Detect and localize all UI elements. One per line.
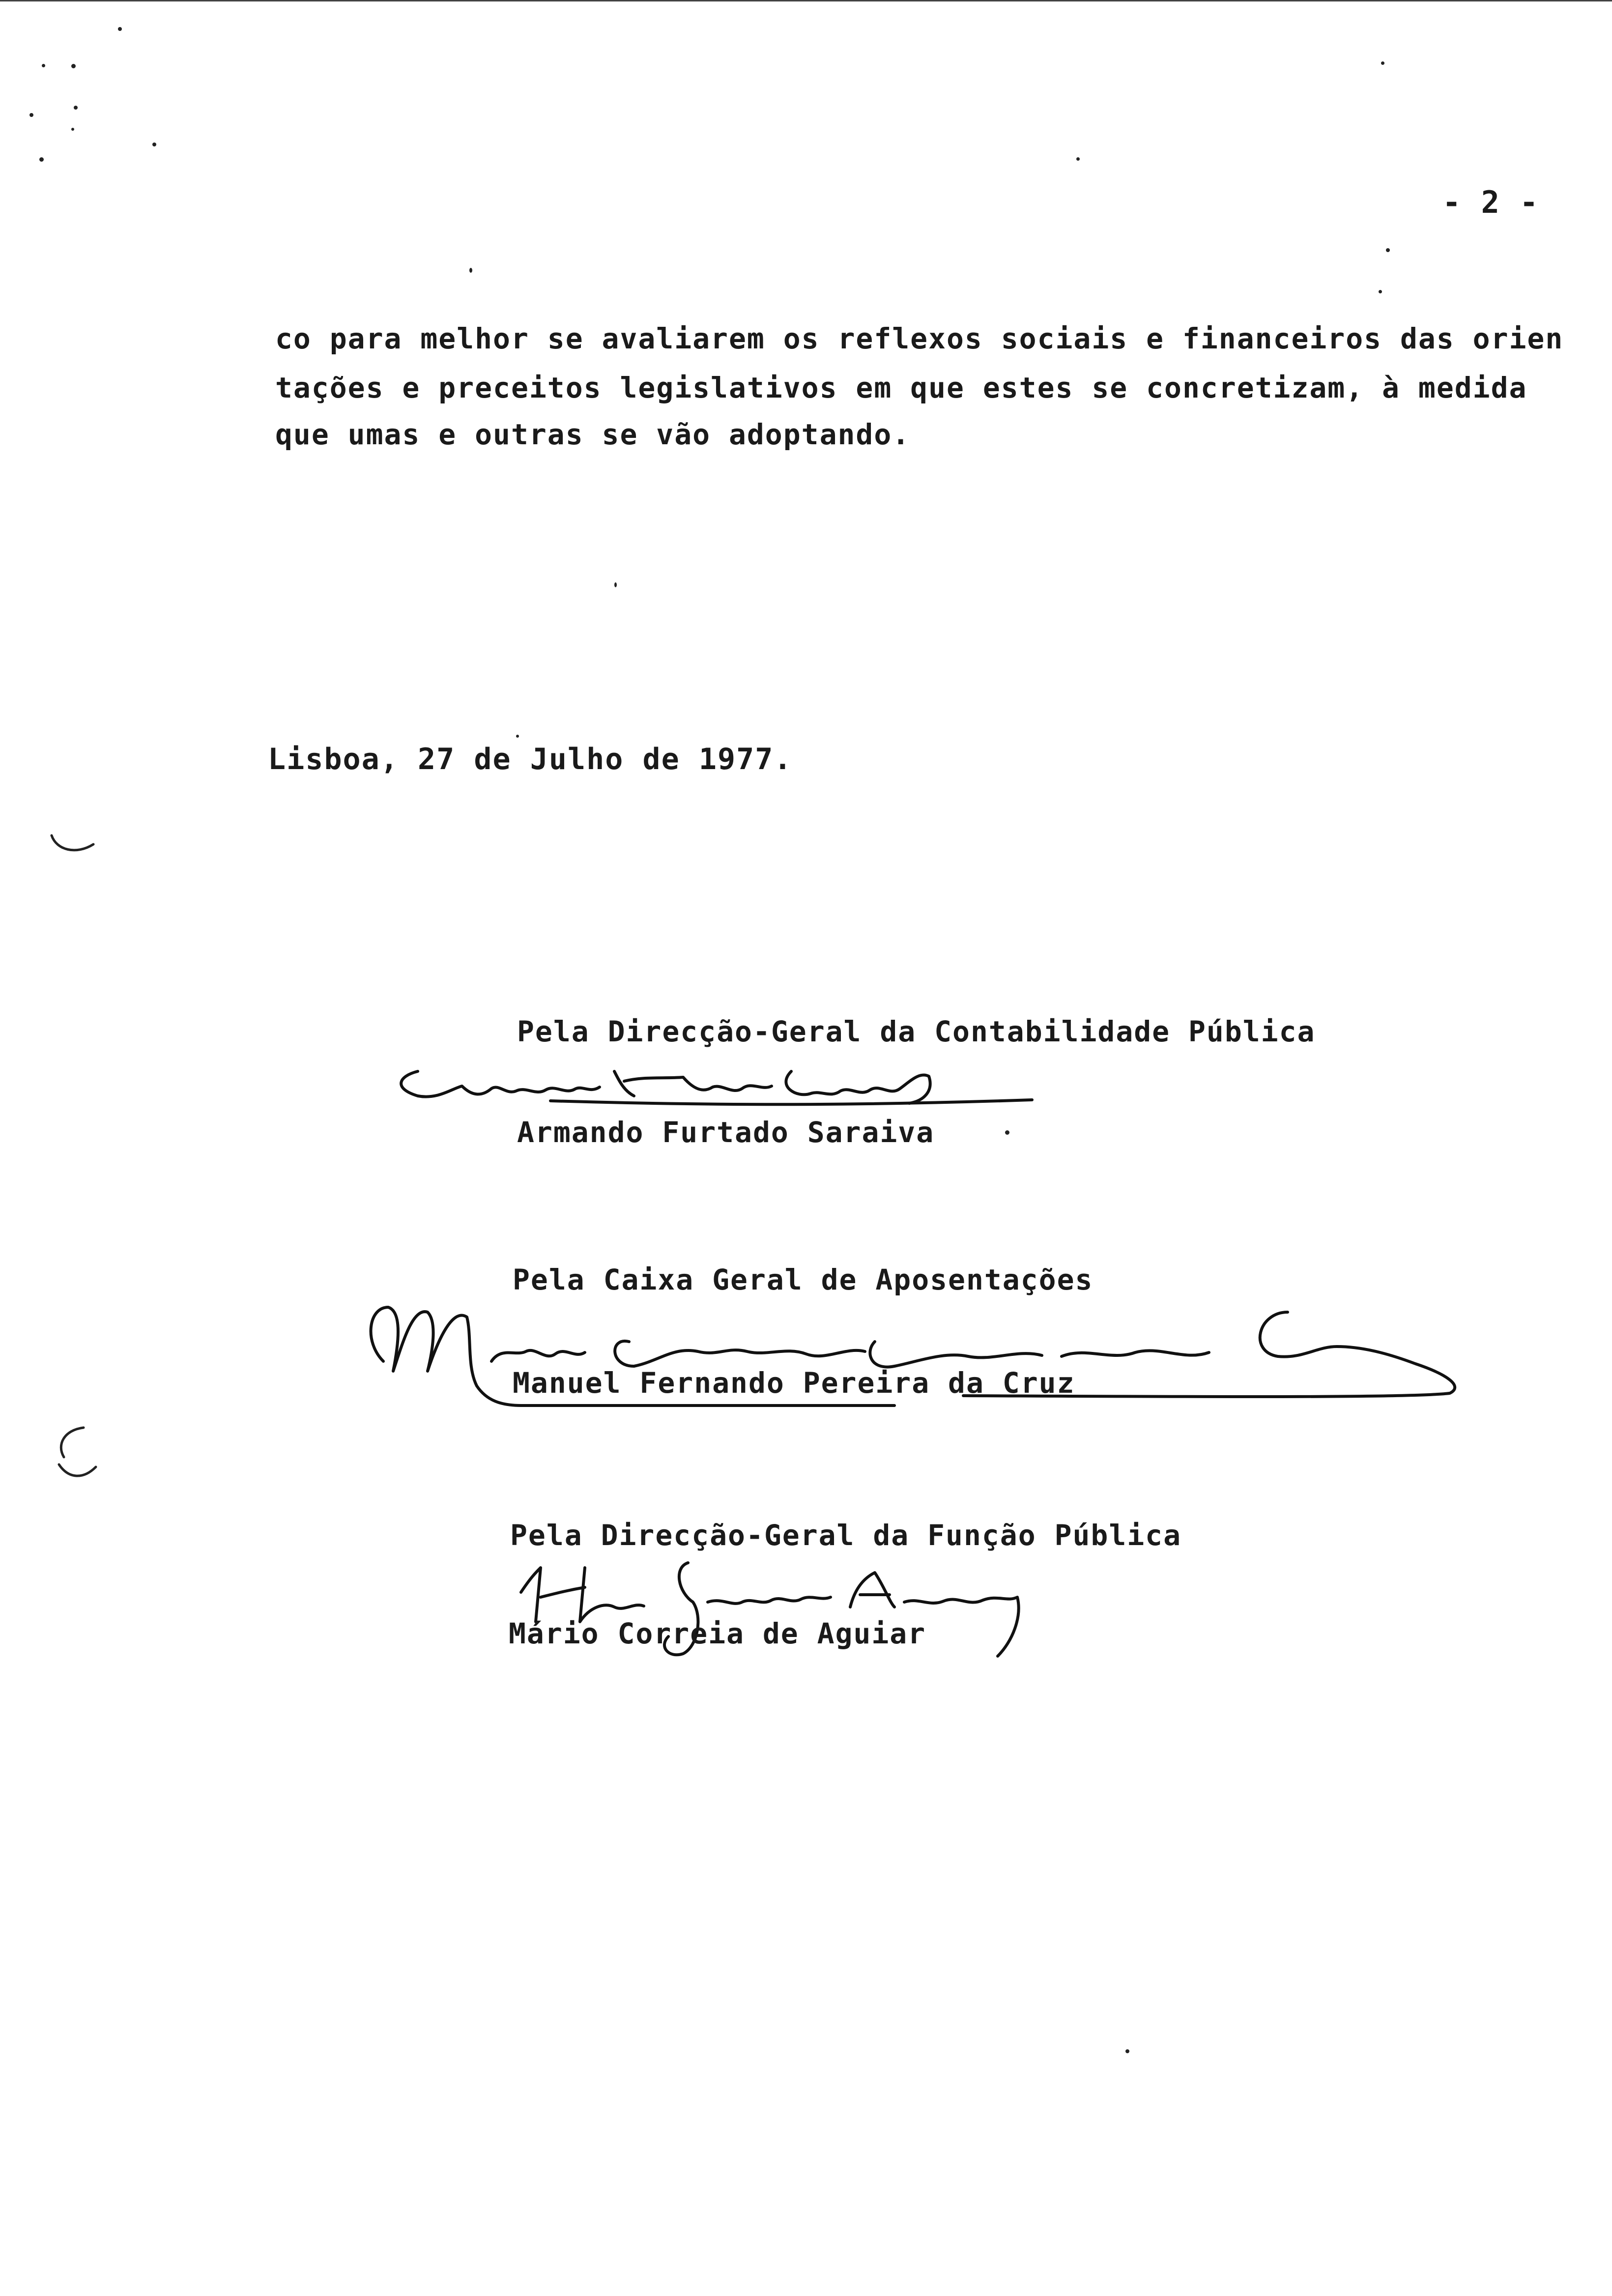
page-number: - 2 - — [1442, 184, 1539, 220]
paragraph-line: co para melhor se avaliarem os reflexos sociais e financeiros das orien — [275, 322, 1564, 355]
scan-speck — [42, 64, 45, 67]
scan-speck — [1076, 157, 1080, 161]
scan-speck — [74, 106, 78, 110]
scan-speck — [1005, 1130, 1009, 1135]
scan-speck — [1125, 2049, 1129, 2053]
scan-speck — [1381, 61, 1384, 65]
paragraph-line: tações e preceitos legislativos em que estes se concretizam, à medida — [275, 371, 1527, 404]
scan-speck — [1379, 290, 1382, 293]
scan-speck — [39, 157, 44, 162]
signatory-name: Manuel Fernando Pereira da Cruz — [513, 1366, 1075, 1400]
paragraph-line: que umas e outras se vão adoptando. — [275, 418, 911, 451]
punch-hole-mark — [49, 1420, 103, 1484]
punch-hole-mark — [47, 831, 101, 860]
scan-speck — [71, 128, 74, 131]
scan-speck — [118, 27, 122, 31]
scan-speck — [152, 143, 156, 146]
scan-speck — [71, 64, 76, 68]
scan-speck — [614, 582, 617, 587]
signature-heading: Pela Caixa Geral de Aposentações — [513, 1263, 1094, 1296]
signatory-name: Mário Correia de Aguiar — [509, 1617, 926, 1650]
scan-speck — [469, 268, 472, 273]
scan-speck — [1386, 248, 1390, 252]
signatory-name: Armando Furtado Saraiva — [517, 1116, 935, 1149]
page-top-edge — [0, 0, 1612, 1]
scan-speck — [516, 735, 519, 738]
signature-heading: Pela Direcção-Geral da Contabilidade Pública — [517, 1015, 1316, 1048]
signature-heading: Pela Direcção-Geral da Função Pública — [510, 1519, 1182, 1552]
scan-speck — [29, 113, 33, 117]
handwritten-signature — [388, 1042, 1037, 1116]
date-line: Lisboa, 27 de Julho de 1977. — [268, 742, 793, 776]
